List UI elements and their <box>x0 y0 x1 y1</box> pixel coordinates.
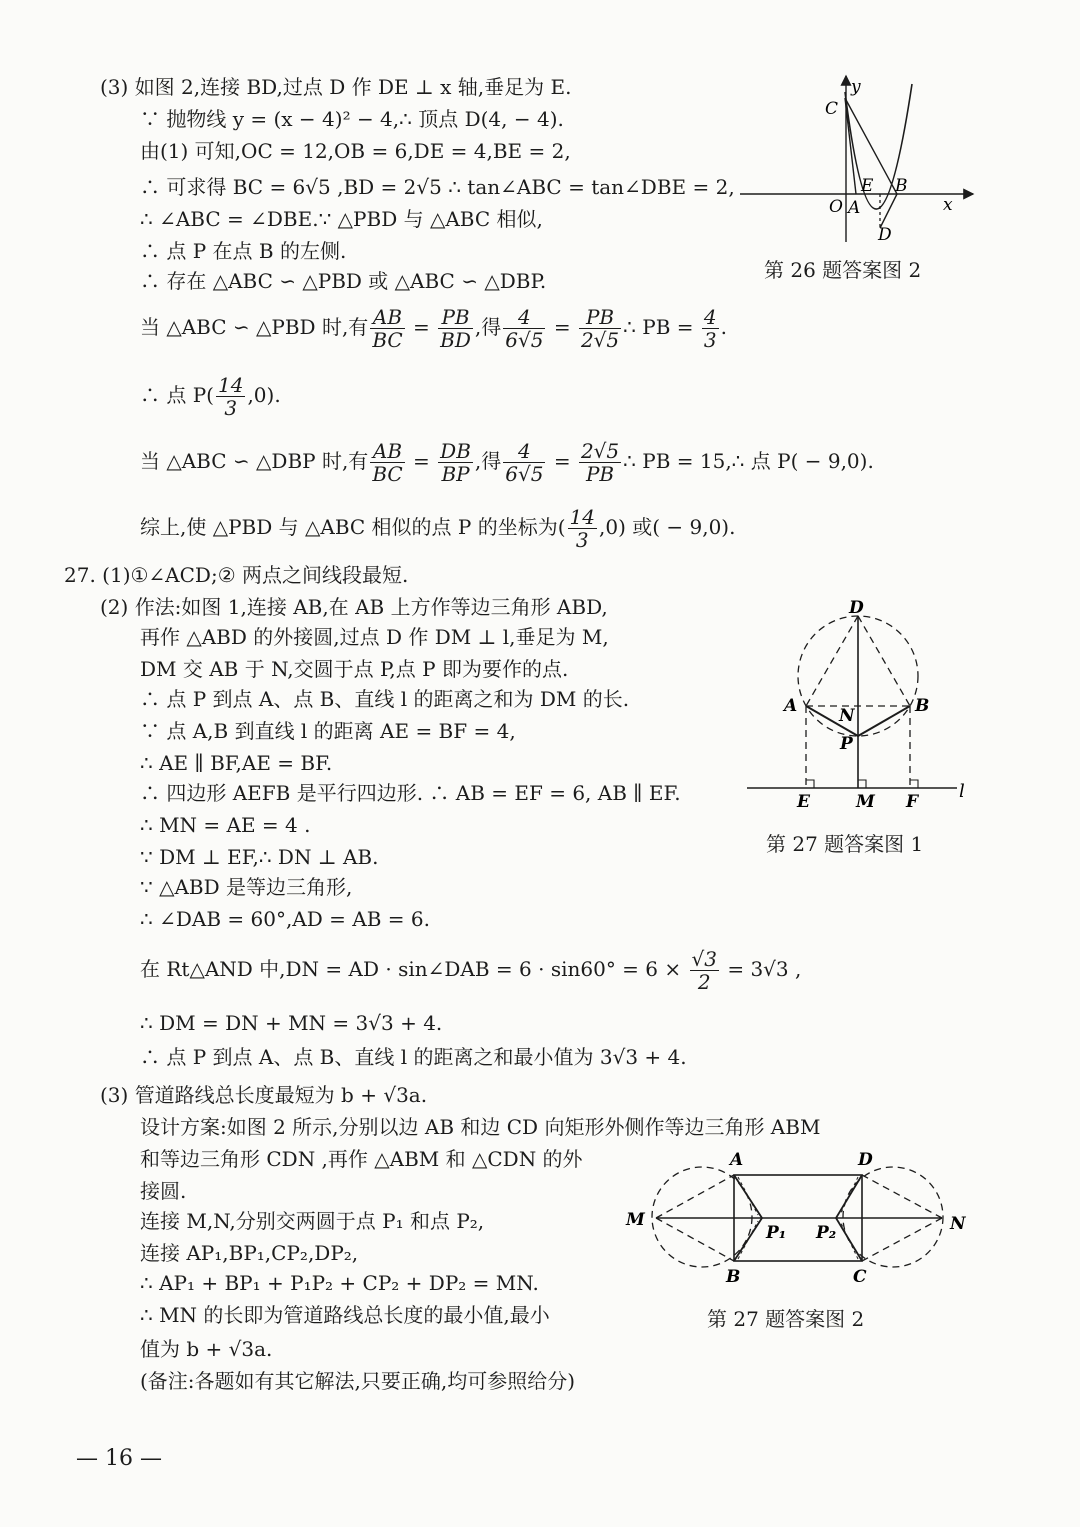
numerator: 14 <box>569 505 595 529</box>
p26-line-3: 由(1) 可知,OC = 12,OB = 6,DE = 4,BE = 2, <box>140 139 571 163</box>
fraction <box>579 440 621 485</box>
denominator: 3 <box>224 396 238 420</box>
segment-bd <box>858 616 910 706</box>
denominator: 6√5 <box>505 462 544 486</box>
text-segment: = 3√3 , <box>727 957 802 981</box>
text-segment: ∴ PB = <box>623 315 694 339</box>
p26-line-8: 当 △ABC ∽ △PBD 时,有 $\frac{AB}{BC}$ = $\frac{PB}{BD}$ ,得 $\frac{4}{6√5}$ = $\frac{PB}{2√5}$ ∴ PB = $\frac{4}{3}$ . <box>140 305 727 352</box>
text-segment: 综上,使 △PBD 与 △ABC 相似的点 P 的坐标为( <box>140 515 566 539</box>
p27-line-4: DM 交 AB 于 N,交圆于点 P,点 P 即为要作的点. <box>140 657 569 681</box>
denominator: BP <box>441 462 470 486</box>
segment-bd <box>880 194 897 228</box>
figure-27-2-caption: 第 27 题答案图 2 <box>707 1307 865 1331</box>
label-c: C <box>853 1267 867 1287</box>
label-c: C <box>825 99 839 119</box>
p27-line-3: 再作 △ABD 的外接圆,过点 D 作 DM ⊥ l,垂足为 M, <box>140 625 609 649</box>
p26-line-4: ∴ 可求得 BC = 6√5 ,BD = 2√5 ∴ tan∠ABC = tan∠DBE = 2, <box>140 175 735 199</box>
p27-line-7: ∴ AE ∥ BF,AE = BF. <box>140 751 333 775</box>
p27-line-5: ∴ 点 P 到点 A、点 B、直线 l 的距离之和为 DM 的长. <box>140 687 630 711</box>
p27-line-8: ∴ 四边形 AEFB 是平行四边形. ∴ AB = EF = 6, AB ∥ EF. <box>140 781 681 805</box>
figure-26-parabola <box>735 70 985 250</box>
p27-line-24: 值为 b + √3a. <box>140 1337 273 1361</box>
p27-line-9: ∴ MN = AE = 4 . <box>140 813 311 837</box>
p27-line-17: 设计方案:如图 2 所示,分别以边 AB 和边 CD 向矩形外侧作等边三角形 ABM <box>140 1115 821 1139</box>
label-l: l <box>959 781 965 802</box>
label-b: B <box>726 1267 741 1287</box>
label-m: M <box>626 1210 645 1230</box>
page-number: — 16 — <box>76 1446 162 1471</box>
p27-line-18: 和等边三角形 CDN ,再作 △ABM 和 △CDN 的外 <box>140 1147 583 1171</box>
fraction <box>579 306 621 351</box>
label-d: D <box>858 1150 873 1170</box>
fraction <box>702 306 719 351</box>
denominator: 2 <box>697 970 711 994</box>
label-n: N <box>839 706 855 726</box>
p26-line-1: (3) 如图 2,连接 BD,过点 D 作 DE ⊥ x 轴,垂足为 E. <box>100 75 572 99</box>
numerator: √3 <box>691 947 717 971</box>
p27-line-11: ∵ △ABD 是等边三角形, <box>140 875 353 899</box>
p26-line-2: ∵ 抛物线 y = (x − 4)² − 4,∴ 顶点 D(4, − 4). <box>140 107 564 131</box>
fraction <box>503 306 545 351</box>
fraction <box>503 440 545 485</box>
numerator: 4 <box>503 306 545 329</box>
text-segment: ,0) 或( − 9,0). <box>598 515 736 539</box>
figure-27-1 <box>745 596 975 816</box>
denominator: 3 <box>703 328 717 352</box>
label-y: y <box>851 77 861 97</box>
label-e: E <box>861 176 874 196</box>
denominator: PB <box>585 462 615 486</box>
p26-line-10: 当 △ABC ∽ △DBP 时,有 $\frac{AB}{BC}$ = $\frac{DB}{BP}$ ,得 $\frac{4}{6√5}$ = $\frac{2√5}{PB}$ ∴ PB = 15,∴ 点 P( − 9,0). <box>140 439 874 486</box>
label-p: P <box>840 734 853 754</box>
denominator: BC <box>372 328 403 352</box>
text-segment: 当 △ABC ∽ △DBP 时,有 <box>140 449 369 473</box>
figure-26-caption: 第 26 题答案图 2 <box>764 258 922 282</box>
numerator: AB <box>370 440 404 463</box>
numerator: PB <box>438 306 473 329</box>
denominator: BC <box>372 462 403 486</box>
label-b: B <box>915 696 930 716</box>
segment-ad <box>806 616 858 706</box>
denominator: BD <box>440 328 471 352</box>
p26-line-9 <box>140 368 281 422</box>
p27-line-14: ∴ DM = DN + MN = 3√3 + 4. <box>140 1011 443 1035</box>
p27-line-19: 接圆. <box>140 1179 187 1203</box>
fraction <box>370 306 404 351</box>
text-segment: ∴ 点 P( <box>140 383 214 407</box>
fraction <box>568 506 597 551</box>
label-a: A <box>848 198 861 218</box>
numerator: 4 <box>703 305 717 329</box>
denominator: 3 <box>575 528 589 552</box>
text-segment: 当 △ABC ∽ △PBD 时,有 <box>140 315 369 339</box>
p27-line-16: (3) 管道路线总长度最短为 b + √3a. <box>100 1083 428 1107</box>
text-segment: 在 Rt△AND 中,DN = AD · sin∠DAB = 6 · sin60° = 6 × <box>140 957 682 981</box>
figure-27-1-caption: 第 27 题答案图 1 <box>766 832 924 856</box>
segment-mb <box>656 1218 734 1261</box>
segment-nc <box>862 1218 942 1261</box>
figure-27-2 <box>620 1145 975 1295</box>
label-d: D <box>878 225 892 245</box>
p27-line-20: 连接 M,N,分别交两圆于点 P₁ 和点 P₂, <box>140 1209 485 1233</box>
p26-line-6: ∴ 点 P 在点 B 的左侧. <box>140 239 347 263</box>
p27-line-13 <box>140 942 801 996</box>
fraction <box>370 440 404 485</box>
label-f: F <box>906 792 919 812</box>
label-o: O <box>829 197 843 217</box>
right-angle-marks <box>806 780 918 788</box>
p27-line-1: 27. (1)①∠ACD;② 两点之间线段最短. <box>64 563 409 587</box>
p26-line-7: ∴ 存在 △ABC ∽ △PBD 或 △ABC ∽ △DBP. <box>140 269 547 293</box>
p27-line-2: (2) 作法:如图 1,连接 AB,在 AB 上方作等边三角形 ABD, <box>100 595 608 619</box>
p26-line-5: ∴ ∠ABC = ∠DBE.∵ △PBD 与 △ABC 相似, <box>140 207 543 231</box>
text-segment: ,0). <box>247 383 281 407</box>
p27-line-23: ∴ MN 的长即为管道路线总长度的最小值,最小 <box>140 1303 550 1327</box>
numerator: AB <box>370 306 404 329</box>
label-m: M <box>856 792 875 812</box>
fraction <box>690 948 719 993</box>
p27-line-25: (备注:各题如有其它解法,只要正确,均可参照给分) <box>140 1369 576 1393</box>
numerator: PB <box>579 306 621 329</box>
numerator: 4 <box>503 440 545 463</box>
p27-line-12: ∴ ∠DAB = 60°,AD = AB = 6. <box>140 907 430 931</box>
circle-left <box>652 1167 752 1267</box>
denominator: 6√5 <box>505 328 544 352</box>
numerator: DB <box>440 439 471 463</box>
segment-nd <box>862 1175 942 1218</box>
label-p2: P₂ <box>816 1223 837 1243</box>
label-d: D <box>849 598 864 618</box>
label-n: N <box>950 1214 966 1234</box>
fraction <box>438 306 473 351</box>
label-a: A <box>784 696 798 716</box>
segment-bp <box>858 706 910 736</box>
text-segment: ,得 <box>474 315 502 339</box>
text-segment: ∴ PB = 15,∴ 点 P( − 9,0). <box>623 449 874 473</box>
fraction <box>216 374 245 419</box>
label-e: E <box>797 792 810 812</box>
label-a: A <box>730 1150 744 1170</box>
text-segment: . <box>720 315 727 339</box>
p27-line-15: ∴ 点 P 到点 A、点 B、直线 l 的距离之和最小值为 3√3 + 4. <box>140 1045 687 1069</box>
fraction <box>438 440 473 485</box>
label-p1: P₁ <box>766 1223 787 1243</box>
numerator: 14 <box>217 373 244 397</box>
denominator: 2√5 <box>580 328 620 352</box>
p27-line-22: ∴ AP₁ + BP₁ + P₁P₂ + CP₂ + DP₂ = MN. <box>140 1271 539 1295</box>
p27-line-21: 连接 AP₁,BP₁,CP₂,DP₂, <box>140 1241 359 1265</box>
p26-line-11 <box>140 500 735 554</box>
p27-line-10: ∵ DM ⊥ EF,∴ DN ⊥ AB. <box>140 845 379 869</box>
text-segment: ,得 <box>474 449 502 473</box>
label-x: x <box>943 195 953 215</box>
label-b: B <box>895 176 908 196</box>
numerator: 2√5 <box>580 439 620 463</box>
p27-line-6: ∵ 点 A,B 到直线 l 的距离 AE = BF = 4, <box>140 719 516 743</box>
